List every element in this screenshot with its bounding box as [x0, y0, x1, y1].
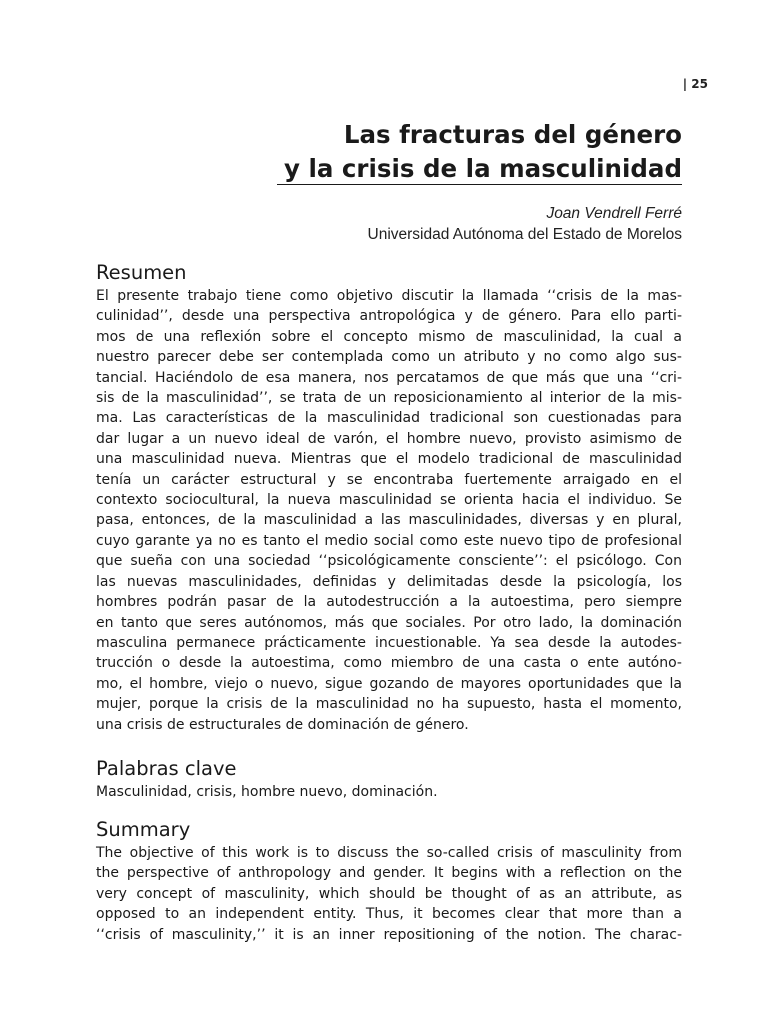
- summary-line: ‘‘crisis of masculinity,’’ it is an inner repositioning of the notion. The charac-: [96, 926, 682, 943]
- summary-body: [96, 843, 682, 945]
- resumen-section: [96, 260, 682, 735]
- summary-line: opposed to an independent entity. Thus, it becomes clear that more than a: [96, 906, 682, 923]
- resumen-line: nuestro parecer debe ser contemplada como un atributo y no como algo sus-: [96, 349, 682, 366]
- resumen-line: masculina permanece prácticamente incuestionable. Ya sea desde la autodes-: [96, 634, 682, 651]
- resumen-line: en tanto que seres autónomos, más que sociales. Por otro lado, la dominación: [96, 614, 682, 631]
- resumen-line: El presente trabajo tiene como objetivo discutir la llamada ‘‘crisis de la mas-: [96, 288, 682, 304]
- resumen-line: hombres podrán pasar de la autodestrucción a la autoestima, pero siempre: [96, 594, 682, 611]
- resumen-line: contexto sociocultural, la nueva masculinidad se orienta hacia el individuo. Se: [96, 492, 682, 509]
- resumen-line: mo, el hombre, viejo o nuevo, sigue gozando de mayores oportunidades que la: [96, 675, 682, 692]
- resumen-line: una crisis de estructurales de dominación de género.: [96, 716, 469, 733]
- resumen-line: las nuevas masculinidades, definidas y delimitadas desde la psicología, los: [96, 573, 682, 590]
- resumen-line: pasa, entonces, de la masculinidad a las masculinidades, diversas y en plural,: [96, 512, 682, 529]
- summary-line: very concept of masculinity, which should be thought of as an attribute, as: [96, 885, 682, 902]
- author-name: Joan Vendrell Ferré: [546, 205, 682, 222]
- resumen-line: cuyo garante ya no es tanto el medio social como este nuevo tipo de profesional: [96, 532, 682, 549]
- resumen-line: ma. Las características de la masculinidad tradicional son cuestionadas para: [96, 410, 682, 427]
- summary-line: the perspective of anthropology and gender. It begins with a reflection on the: [96, 865, 682, 882]
- resumen-line: que sueña con una sociedad ‘‘psicológicamente consciente’’: el psicólogo. Con: [96, 553, 682, 570]
- summary-section: [96, 817, 682, 945]
- resumen-body: [96, 286, 682, 735]
- title-underline: [277, 184, 682, 185]
- title-line-1: Las fracturas del género: [343, 120, 682, 149]
- resumen-line: dar lugar a un nuevo ideal de varón, el hombre nuevo, provisto asimismo de: [96, 430, 682, 447]
- summary-line: The objective of this work is to discuss the so-called crisis of masculinity from: [96, 845, 682, 861]
- resumen-line: mujer, porque la crisis de la masculinidad no ha supuesto, hasta el momento,: [96, 696, 682, 713]
- article-title: [284, 118, 682, 186]
- resumen-line: sis de la masculinidad’’, se trata de un reposicionamiento al interior de la mis-: [96, 390, 682, 407]
- resumen-line: tenía un carácter estructural y se encontraba fuertemente arraigado en el: [96, 471, 682, 488]
- author-block: [368, 203, 683, 245]
- author-affiliation: Universidad Autónoma del Estado de Morelos: [367, 226, 682, 243]
- resumen-line: culinidad’’, desde una perspectiva antropológica y de género. Para ello parti-: [96, 308, 682, 325]
- summary-heading: Summary: [96, 818, 191, 841]
- resumen-line: trucción o desde la autoestima, como miembro de una casta o ente autóno-: [96, 655, 682, 672]
- title-line-2: y la crisis de la masculinidad: [283, 154, 682, 183]
- keywords-text: Masculinidad, crisis, hombre nuevo, dominación.: [96, 784, 438, 800]
- keywords-section: [96, 756, 682, 802]
- page-number: | 25: [682, 77, 708, 91]
- resumen-heading: Resumen: [96, 261, 187, 284]
- keywords-heading: Palabras clave: [96, 757, 237, 780]
- resumen-line: mos de una reflexión sobre el concepto mismo de masculinidad, la cual a: [96, 328, 682, 345]
- resumen-line: tancial. Haciéndolo de esa manera, nos percatamos de que más que una ‘‘cri-: [96, 369, 682, 386]
- resumen-line: una masculinidad nueva. Mientras que el modelo tradicional de masculinidad: [96, 451, 682, 468]
